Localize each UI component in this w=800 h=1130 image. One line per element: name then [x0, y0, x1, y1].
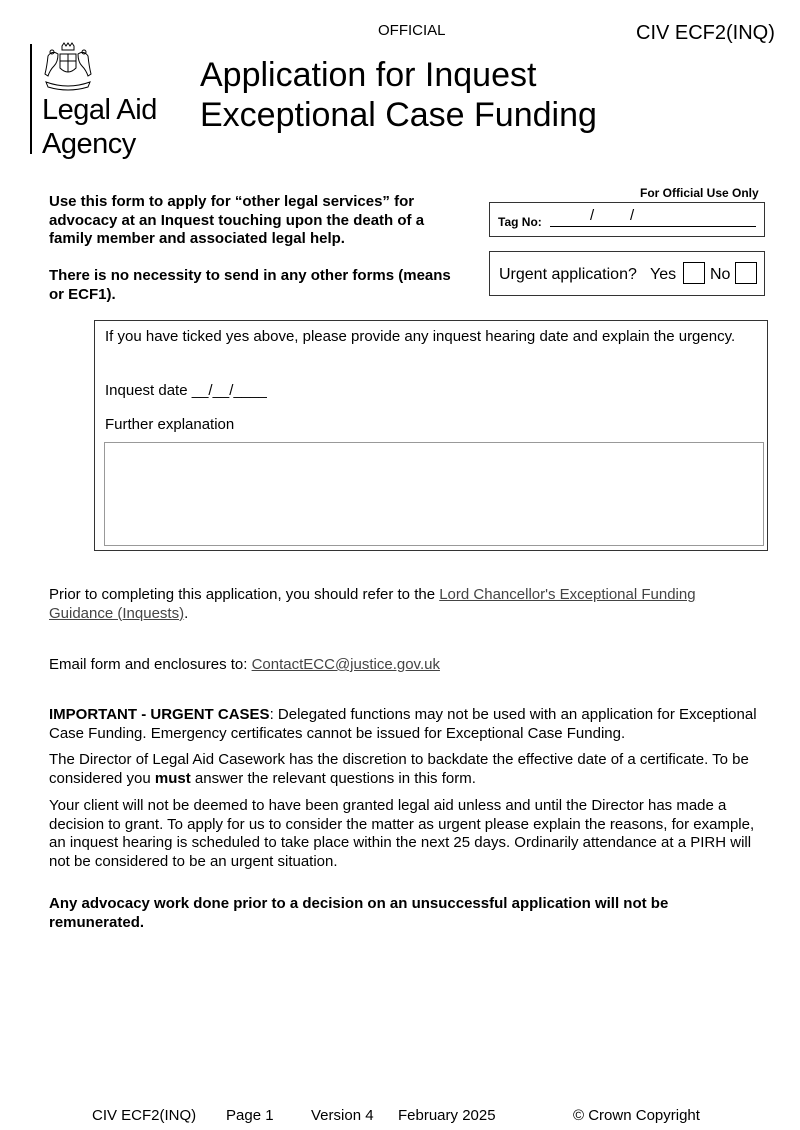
form-code: CIV ECF2(INQ)	[636, 22, 775, 44]
urgent-no-label: No	[710, 266, 731, 283]
guidance-suffix: .	[184, 604, 189, 622]
backdate-must: must	[154, 769, 191, 787]
guidance-prefix: Prior to completing this application, you should refer to the	[49, 586, 440, 603]
tag-separator: /	[590, 207, 595, 224]
classification-label: OFFICIAL	[378, 22, 446, 39]
intro-note: There is no necessity to send in any other forms (means or ECF1).	[49, 267, 451, 303]
tag-number-box	[489, 202, 765, 237]
footer-form-code: CIV ECF2(INQ)	[92, 1107, 197, 1124]
urgent-yes-checkbox[interactable]	[683, 262, 705, 284]
footer-page: Page 1	[226, 1107, 274, 1124]
further-explanation-textarea[interactable]	[104, 442, 764, 546]
urgent-yes-label: Yes	[650, 266, 677, 283]
footer-copyright: © Crown Copyright	[573, 1107, 700, 1124]
client-paragraph: Your client will not be deemed to have been granted legal aid unless and until the Director has made a decision to grant. To apply for us to consider the matter as urgent please explain the reasons, for example, an inquest hearing is scheduled to take place within the next 25 days. Ordinarily attendance at a PIRH will not be considered to be an urgent situation.	[49, 797, 755, 870]
page-title-line1: Application for Inquest	[200, 56, 537, 94]
inquest-date-field[interactable]: Inquest date __/__/____	[105, 382, 267, 399]
urgent-question-label: Urgent application?	[499, 266, 637, 283]
footer-date: February 2025	[398, 1107, 496, 1124]
urgency-instruction: If you have ticked yes above, please provide any inquest hearing date and explain the urgency.	[105, 328, 736, 345]
important-paragraph	[49, 706, 761, 743]
email-prefix: Email form and enclosures to:	[49, 656, 252, 673]
backdate-text-a: The Director of Legal Aid Casework has the discretion to backdate the effective date of a certificate. To be considered you	[49, 751, 749, 787]
official-use-heading: For Official Use Only	[640, 186, 759, 200]
footer-version: Version 4	[311, 1107, 374, 1124]
intro-paragraph: Use this form to apply for “other legal services” for advocacy at an Inquest touching upon the death of a family member and associated legal help.	[49, 193, 425, 247]
email-link[interactable]: ContactECC@justice.gov.uk	[251, 656, 440, 673]
logo-text-line1: Legal Aid	[42, 94, 157, 126]
tag-number-label: Tag No:	[498, 215, 542, 229]
guidance-link[interactable]: Lord Chancellor's Exceptional Funding Guidance (Inquests)	[49, 586, 696, 622]
tag-separator: /	[630, 207, 635, 224]
backdate-paragraph	[49, 751, 761, 788]
important-heading: IMPORTANT - URGENT CASES	[49, 706, 270, 723]
urgency-details-panel	[94, 320, 768, 551]
royal-crest-icon	[40, 42, 96, 92]
logo-divider	[30, 44, 32, 154]
backdate-text-b: answer the relevant questions in this form.	[190, 769, 476, 787]
page-title-line2: Exceptional Case Funding	[200, 96, 597, 134]
advocacy-warning: Any advocacy work done prior to a decision on an unsuccessful application will not be remunerated.	[49, 895, 669, 931]
urgent-application-box	[489, 251, 765, 296]
further-explanation-label: Further explanation	[105, 416, 235, 433]
email-paragraph	[49, 656, 761, 675]
tag-number-field[interactable]	[550, 226, 756, 227]
important-text: : Delegated functions may not be used with an application for Exceptional Case Funding. Emergency certificates cannot be issued for Exceptional Case Funding.	[49, 706, 757, 742]
urgent-no-checkbox[interactable]	[735, 262, 757, 284]
logo-text-line2: Agency	[42, 128, 136, 160]
guidance-paragraph	[49, 586, 761, 623]
